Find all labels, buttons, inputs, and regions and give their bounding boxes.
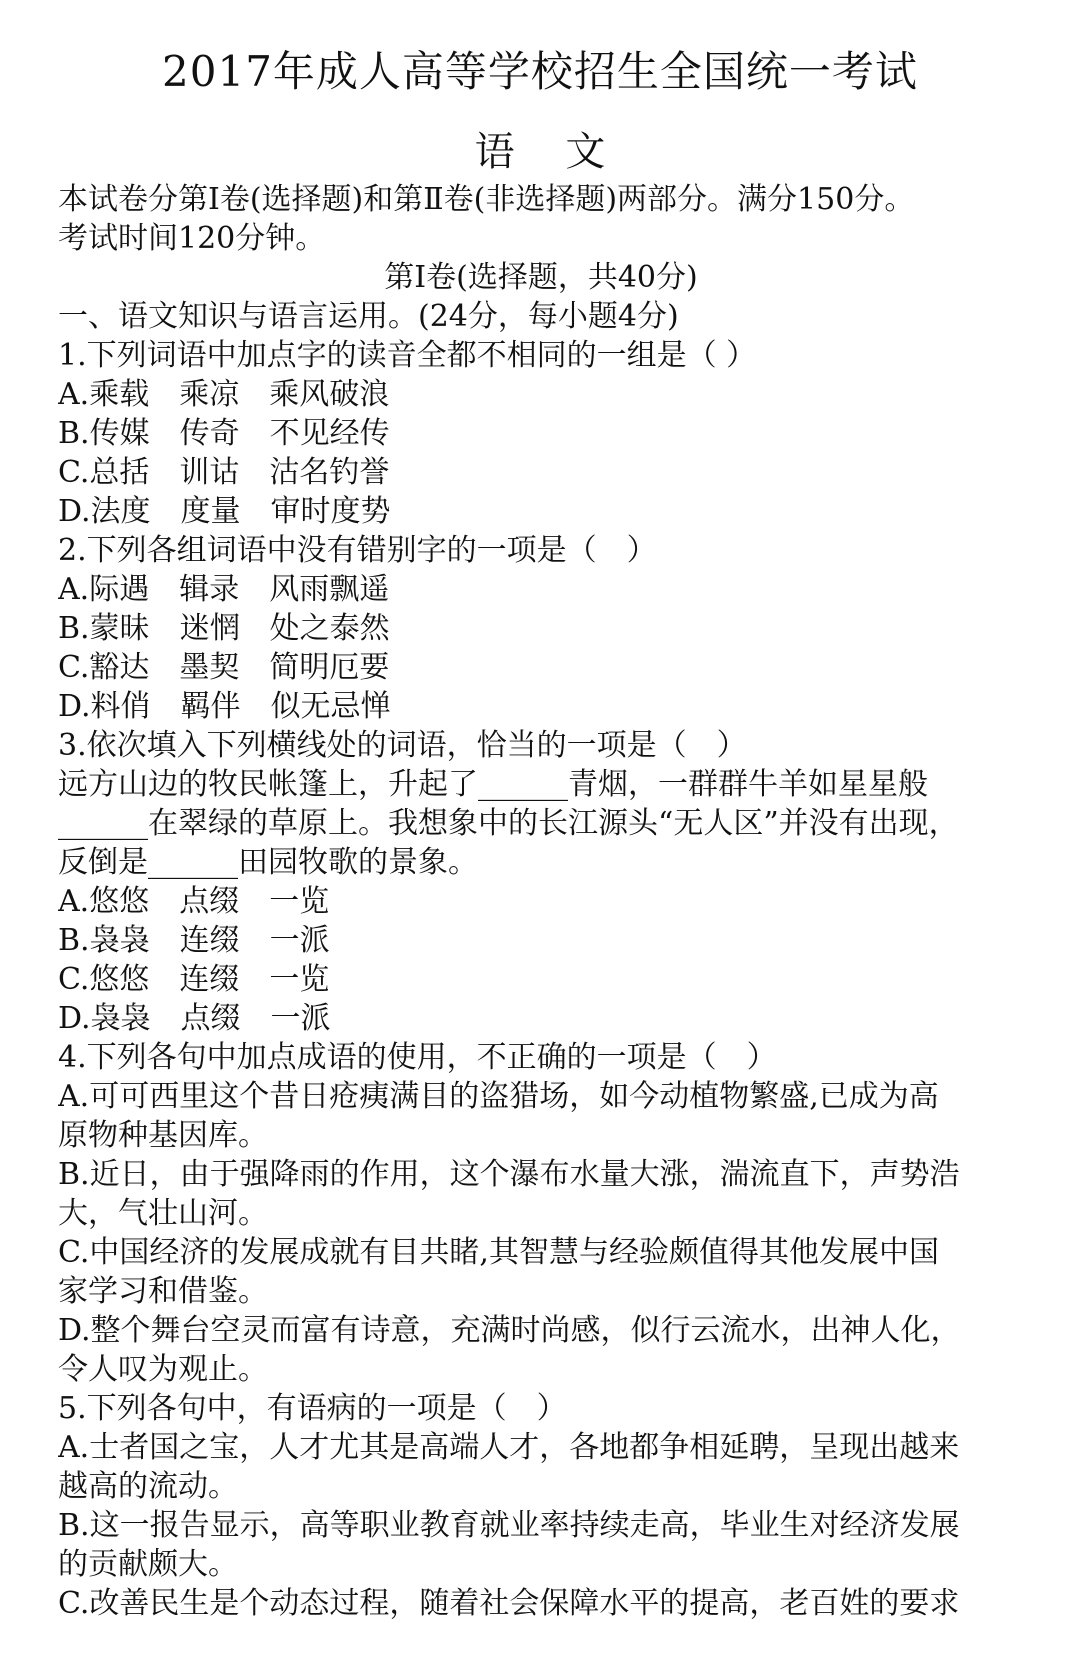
question-5-option-b-cont: 的贡献颇大。 (58, 1547, 238, 1582)
question-5-option-a: A.士者国之宝，人才尤其是高端人才，各地都争相延聘，呈现出越来 (58, 1430, 960, 1465)
question-3-stem: 3.依次填入下列横线处的词语，恰当的一项是（ ） (58, 728, 747, 763)
question-3-passage: 远方山边的牧民帐篷上，升起了______青烟，一群群牛羊如星星般 (58, 767, 928, 802)
subject-title: 语 文 (474, 129, 606, 175)
question-1-option-d: D.法度 度量 审时度势 (58, 494, 391, 529)
question-5-stem: 5.下列各句中，有语病的一项是（ ） (58, 1391, 567, 1426)
part-heading: 一、语文知识与语言运用。(24分，每小题4分) (58, 299, 679, 334)
question-1-option-b: B.传媒 传奇 不见经传 (58, 416, 390, 451)
section-heading: 第Ⅰ卷(选择题，共40分) (384, 260, 698, 295)
question-4-option-d: D.整个舞台空灵而富有诗意，充满时尚感，似行云流水，出神人化， (58, 1313, 961, 1348)
question-2-option-d: D.料俏 羁伴 似无忌惮 (58, 689, 391, 724)
question-4-option-b-cont: 大，气壮山河。 (58, 1196, 268, 1231)
question-4-option-a: A.可可西里这个昔日疮痍满目的盗猎场，如今动植物繁盛,已成为高 (58, 1079, 939, 1114)
question-5-option-c: C.改善民生是个动态过程，随着社会保障水平的提高，老百姓的要求 (58, 1586, 960, 1621)
question-1-option-a: A.乘载 乘凉 乘风破浪 (58, 377, 390, 412)
question-4-option-b: B.近日，由于强降雨的作用，这个瀑布水量大涨，湍流直下，声势浩 (58, 1157, 960, 1192)
intro-line: 本试卷分第Ⅰ卷(选择题)和第Ⅱ卷(非选择题)两部分。满分150分。 (58, 182, 915, 217)
question-4-option-c-cont: 家学习和借鉴。 (58, 1274, 268, 1309)
question-1-stem: 1.下列词语中加点字的读音全都不相同的一组是（ ） (58, 338, 757, 373)
question-3-option-b: B.袅袅 连缀 一派 (58, 923, 330, 958)
exam-body (58, 180, 1024, 1623)
question-5-option-b: B.这一报告显示，高等职业教育就业率持续走高，毕业生对经济发展 (58, 1508, 960, 1543)
intro-line: 考试时间120分钟。 (58, 221, 326, 256)
question-5-option-a-cont: 越高的流动。 (58, 1469, 238, 1504)
question-3-option-d: D.袅袅 点缀 一派 (58, 1001, 331, 1036)
question-2-stem: 2.下列各组词语中没有错别字的一项是（ ） (58, 533, 657, 568)
question-4-option-c: C.中国经济的发展成就有目共睹,其智慧与经验颇值得其他发展中国 (58, 1235, 939, 1270)
question-4-option-a-cont: 原物种基因库。 (58, 1118, 268, 1153)
question-2-option-a: A.际遇 辑录 风雨飘遥 (58, 572, 390, 607)
question-1-option-c: C.总括 训诂 沽名钓誉 (58, 455, 390, 490)
question-4-option-d-cont: 令人叹为观止。 (58, 1352, 268, 1387)
question-2-option-c: C.豁达 墨契 简明厄要 (58, 650, 390, 685)
question-3-passage: 反倒是______田园牧歌的景象。 (58, 845, 478, 880)
question-3-passage: ______在翠绿的草原上。我想象中的长江源头“无人区”并没有出现， (58, 806, 959, 841)
exam-title: 2017年成人高等学校招生全国统一考试 (162, 47, 918, 96)
question-3-option-c: C.悠悠 连缀 一览 (58, 962, 330, 997)
question-4-stem: 4.下列各句中加点成语的使用，不正确的一项是（ ） (58, 1040, 777, 1075)
question-2-option-b: B.蒙昧 迷惘 处之泰然 (58, 611, 390, 646)
question-3-option-a: A.悠悠 点缀 一览 (58, 884, 330, 919)
